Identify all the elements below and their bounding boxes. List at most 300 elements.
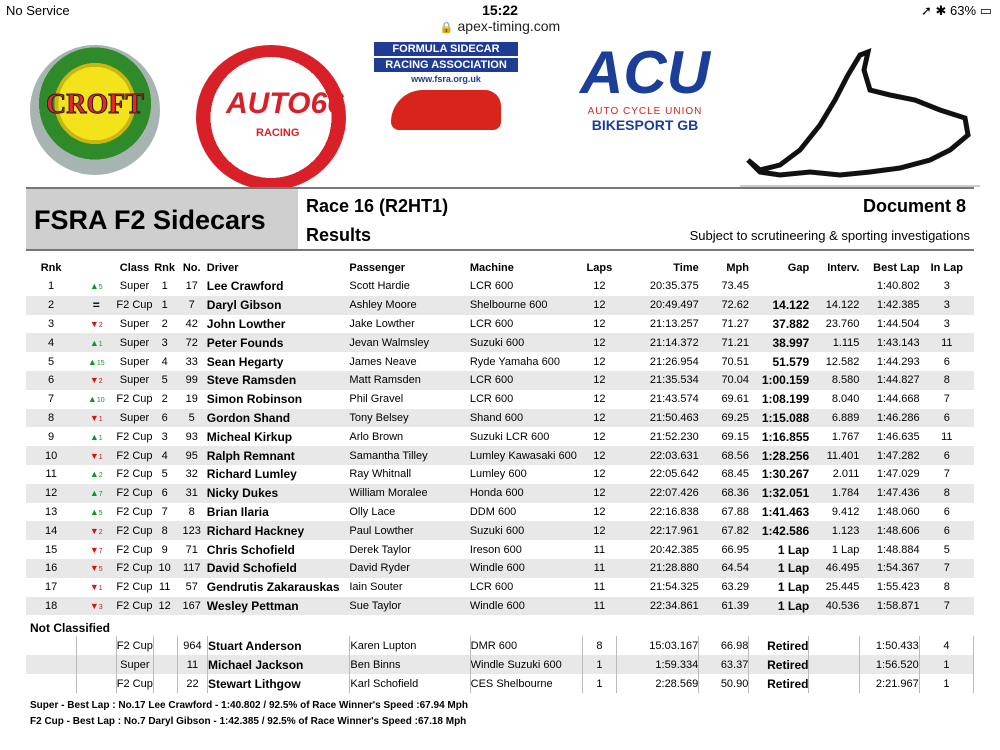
page-title: FSRA F2 Sidecars — [26, 189, 298, 249]
interval: 1.784 — [831, 487, 860, 500]
change-count: 7 — [98, 547, 103, 555]
interval: 23.760 — [825, 317, 860, 330]
arrow-up-icon: ▲ — [87, 394, 97, 405]
machine: DMR 600 — [470, 636, 582, 655]
machine: Shelbourne 600 — [469, 299, 548, 312]
in-lap: 3 — [943, 317, 950, 330]
position-change — [76, 446, 116, 465]
position-change — [76, 296, 116, 315]
interval: 8.040 — [831, 393, 860, 406]
machine: LCR 600 — [469, 280, 514, 293]
in-lap: 6 — [943, 449, 950, 462]
class-rank: 3 — [161, 336, 168, 349]
gap: 51.579 — [772, 354, 810, 369]
rank: 1 — [48, 280, 55, 293]
class: F2 Cup — [116, 468, 153, 481]
driver-name: Chris Schofield — [206, 542, 295, 557]
table-row[interactable] — [26, 296, 974, 315]
table-row[interactable] — [26, 315, 974, 334]
table-row[interactable] — [26, 333, 974, 352]
table-row[interactable] — [26, 540, 974, 559]
best-lap: 1:47.029 — [876, 468, 920, 481]
arrow-down-icon: ▼ — [89, 412, 99, 423]
change-count: 1 — [98, 585, 103, 593]
class-rank: 9 — [161, 543, 168, 556]
interval: 11.401 — [826, 449, 860, 462]
best-lap: 1:50.433 — [859, 636, 919, 655]
machine: Suzuki LCR 600 — [469, 430, 550, 443]
race-time: 22:16.838 — [649, 505, 699, 518]
in-lap: 1 — [919, 655, 973, 674]
interval: 46.495 — [825, 562, 860, 575]
gap: 1:41.463 — [761, 504, 810, 519]
class-rank — [153, 674, 177, 693]
interval: 25.445 — [825, 581, 860, 594]
in-lap: 8 — [943, 487, 950, 500]
status: Retired — [749, 674, 809, 693]
passenger-name: William Moralee — [349, 487, 428, 500]
gap: 1:15.088 — [761, 410, 810, 425]
in-lap: 6 — [943, 524, 950, 537]
class: F2 Cup — [116, 674, 153, 693]
table-row[interactable] — [26, 484, 974, 503]
in-lap: 4 — [919, 636, 973, 655]
driver-name: Steve Ramsden — [206, 373, 297, 388]
table-row[interactable] — [26, 559, 974, 578]
position-change — [76, 521, 116, 540]
col-rnk: Rnk — [40, 262, 62, 274]
position-change — [76, 484, 116, 503]
best-lap: 1:48.606 — [876, 524, 920, 537]
position-change — [76, 390, 116, 409]
passenger-name: Samantha Tilley — [349, 449, 428, 462]
race-time: 21:52.230 — [649, 430, 699, 443]
table-row[interactable] — [26, 371, 974, 390]
machine: Ireson 600 — [469, 543, 522, 556]
best-lap: 1:44.827 — [876, 374, 920, 387]
lock-icon: 🔒 — [439, 22, 454, 34]
machine: LCR 600 — [469, 393, 514, 406]
class-rank: 2 — [161, 393, 168, 406]
mph: 67.88 — [721, 505, 749, 518]
sponsor-logos — [0, 40, 1000, 190]
car-number: 72 — [185, 336, 198, 349]
table-row[interactable] — [26, 465, 974, 484]
passenger-name: Jevan Walmsley — [349, 336, 430, 349]
mph: 63.37 — [699, 655, 749, 674]
position-change — [76, 465, 116, 484]
driver-name: Michael Jackson — [208, 655, 350, 674]
subtitle: Subject to scrutineering & sporting investigations — [689, 228, 970, 243]
class-rank: 7 — [161, 505, 168, 518]
race-time: 21:35.534 — [649, 374, 699, 387]
gap: 1:32.051 — [761, 486, 810, 501]
car-number: 57 — [185, 581, 198, 594]
mph: 69.25 — [721, 411, 749, 424]
interval: 40.536 — [825, 599, 860, 612]
class: Super — [119, 374, 150, 387]
passenger-name: Tony Belsey — [349, 411, 409, 424]
passenger-name: Arlo Brown — [349, 430, 404, 443]
table-row[interactable] — [26, 655, 974, 674]
laps: 12 — [593, 393, 606, 406]
gap: 1 Lap — [777, 580, 810, 595]
class-rank: 5 — [161, 374, 168, 387]
interval: 6.889 — [831, 411, 860, 424]
col-interv: Interv. — [827, 262, 860, 274]
best-lap: 1:47.436 — [876, 487, 920, 500]
car-number: 17 — [185, 280, 198, 293]
in-lap: 11 — [941, 336, 953, 349]
rank: 7 — [48, 393, 55, 406]
in-lap: 7 — [943, 468, 950, 481]
race-time: 1:59.334 — [617, 655, 699, 674]
car-number: 11 — [177, 655, 207, 674]
driver-name: Peter Founds — [206, 335, 284, 350]
table-row[interactable] — [26, 674, 974, 693]
gap: 1:30.267 — [761, 467, 810, 482]
class-rank: 10 — [158, 562, 171, 575]
driver-name: Ralph Remnant — [206, 448, 295, 463]
driver-name: David Schofield — [206, 561, 297, 576]
in-lap: 3 — [943, 299, 950, 312]
status: Retired — [749, 636, 809, 655]
col-no: No. — [182, 262, 201, 274]
passenger-name: Ray Whitnall — [349, 468, 412, 481]
document-number: Document 8 — [862, 196, 966, 216]
car-number: 964 — [177, 636, 207, 655]
class-rank: 4 — [161, 355, 168, 368]
class: F2 Cup — [116, 505, 153, 518]
arrow-up-icon: ▲ — [89, 469, 99, 480]
col-time: Time — [673, 262, 699, 274]
driver-name: Gendrutis Zakarauskas — [206, 580, 340, 595]
car-number: 95 — [185, 449, 198, 462]
race-time: 20:35.375 — [649, 280, 699, 293]
passenger-name: Scott Hardie — [349, 280, 410, 293]
laps: 1 — [582, 674, 616, 693]
best-lap: 1:44.668 — [876, 393, 920, 406]
position-change — [76, 409, 116, 428]
race-time: 21:28.880 — [649, 562, 699, 575]
interval: 12.582 — [825, 355, 860, 368]
class: F2 Cup — [116, 562, 153, 575]
in-lap: 5 — [943, 543, 950, 556]
best-lap: 2:21.967 — [859, 674, 919, 693]
gap: 1 Lap — [777, 561, 810, 576]
position-change — [76, 597, 116, 616]
mph: 66.95 — [721, 543, 749, 556]
position-change — [76, 277, 116, 296]
laps: 12 — [593, 299, 606, 312]
battery-indicator: ➚ ✱ 63% ▭ — [921, 3, 992, 18]
race-name: Race 16 (R2HT1) — [306, 196, 449, 216]
col-mph: Mph — [726, 262, 749, 274]
class: Super — [116, 655, 153, 674]
col-driver: Driver — [206, 262, 239, 274]
class: Super — [119, 336, 150, 349]
race-time: 21:14.372 — [649, 336, 699, 349]
table-row[interactable] — [26, 446, 974, 465]
mph: 68.36 — [721, 487, 749, 500]
driver-name: Richard Lumley — [206, 467, 297, 482]
class-rank: 8 — [161, 524, 168, 537]
mph: 71.27 — [721, 317, 749, 330]
laps: 12 — [593, 355, 606, 368]
laps: 8 — [582, 636, 616, 655]
table-row[interactable] — [26, 521, 974, 540]
best-lap: 1:43.143 — [876, 336, 920, 349]
rank — [26, 655, 76, 674]
mph: 71.21 — [721, 336, 749, 349]
machine: Lumley 600 — [469, 468, 527, 481]
gap: 38.997 — [772, 335, 810, 350]
laps: 12 — [593, 317, 606, 330]
mph: 66.98 — [699, 636, 749, 655]
arrow-down-icon: ▼ — [89, 318, 99, 329]
passenger-name: Olly Lace — [349, 505, 396, 518]
machine: Suzuki 600 — [469, 524, 525, 537]
mph: 67.82 — [721, 524, 749, 537]
position-change — [76, 503, 116, 522]
interval — [809, 277, 859, 296]
race-time: 21:54.325 — [649, 581, 699, 594]
class: F2 Cup — [116, 449, 153, 462]
position-change — [76, 352, 116, 371]
race-time: 21:26.954 — [649, 355, 699, 368]
gap: 1:42.586 — [761, 523, 810, 538]
class: Super — [119, 411, 150, 424]
driver-name: John Lowther — [206, 316, 286, 331]
driver-name: Nicky Dukes — [206, 486, 279, 501]
mph: 63.29 — [721, 581, 749, 594]
class-rank — [153, 636, 177, 655]
url-text: apex-timing.com — [457, 18, 561, 34]
laps: 12 — [593, 487, 606, 500]
rank: 12 — [44, 487, 58, 500]
arrow-down-icon: ▼ — [89, 563, 99, 574]
race-time: 21:43.574 — [649, 393, 699, 406]
driver-name: Daryl Gibson — [206, 298, 282, 313]
interval: 8.580 — [831, 374, 860, 387]
best-lap: 1:46.635 — [876, 430, 920, 443]
car-number: 33 — [185, 355, 198, 368]
table-row[interactable] — [26, 578, 974, 597]
race-time: 21:13.257 — [649, 317, 699, 330]
in-lap: 7 — [943, 599, 950, 612]
class: Super — [119, 317, 150, 330]
class-rank: 6 — [161, 487, 168, 500]
rank: 14 — [44, 524, 58, 537]
interval — [809, 636, 859, 655]
driver-name: Sean Hegarty — [206, 354, 284, 369]
arrow-down-icon: ▼ — [89, 450, 99, 461]
race-time: 22:05.642 — [649, 468, 699, 481]
machine: Windle 600 — [469, 599, 525, 612]
results-table — [26, 259, 974, 615]
best-lap: 1:44.504 — [876, 317, 920, 330]
machine: LCR 600 — [469, 317, 514, 330]
class-rank: 5 — [161, 468, 168, 481]
gap: 37.882 — [772, 316, 810, 331]
rank: 11 — [45, 468, 57, 481]
machine: Honda 600 — [469, 487, 524, 500]
race-time: 22:34.861 — [649, 599, 699, 612]
col-gap: Gap — [787, 262, 810, 274]
machine: CES Shelbourne — [470, 674, 582, 693]
laps: 11 — [593, 599, 606, 612]
gap: 1:00.159 — [761, 373, 810, 388]
gap: 14.122 — [772, 298, 810, 313]
gap: 1:16.855 — [761, 429, 810, 444]
interval — [809, 674, 859, 693]
arrow-up-icon: ▲ — [87, 356, 97, 367]
mph: 50.90 — [699, 674, 749, 693]
position-change — [76, 674, 116, 693]
driver-name: Stuart Anderson — [208, 636, 350, 655]
in-lap: 3 — [943, 280, 950, 293]
driver-name: Lee Crawford — [206, 279, 284, 294]
laps: 12 — [593, 524, 606, 537]
position-change — [76, 655, 116, 674]
car-number: 42 — [185, 317, 198, 330]
interval — [809, 655, 859, 674]
laps: 12 — [593, 468, 606, 481]
rank: 13 — [44, 505, 58, 518]
position-change — [76, 578, 116, 597]
arrow-up-icon: ▲ — [89, 337, 99, 348]
class: F2 Cup — [116, 581, 153, 594]
class-rank: 1 — [161, 299, 168, 312]
rank: 18 — [44, 599, 58, 612]
table-row[interactable] — [26, 390, 974, 409]
mph: 64.54 — [721, 562, 749, 575]
table-row[interactable] — [26, 409, 974, 428]
arrow-up-icon: ▲ — [89, 488, 99, 499]
race-time: 15:03.167 — [617, 636, 699, 655]
car-number: 99 — [185, 374, 198, 387]
table-row[interactable] — [26, 427, 974, 446]
passenger-name: Matt Ramsden — [349, 374, 421, 387]
passenger-name: Jake Lowther — [349, 317, 415, 330]
race-time: 21:50.463 — [649, 411, 699, 424]
sidecar-image — [391, 90, 501, 130]
passenger-name: Derek Taylor — [349, 543, 411, 556]
passenger-name: David Ryder — [349, 562, 410, 575]
laps: 12 — [593, 411, 606, 424]
class: F2 Cup — [116, 543, 153, 556]
super-best-lap-note: Super - Best Lap : No.17 Lee Crawford - 1:40.802 / 92.5% of Race Winner's Speed :67.94 Mph — [30, 700, 468, 711]
status: Retired — [749, 655, 809, 674]
best-lap: 1:40.802 — [876, 280, 920, 293]
machine: LCR 600 — [469, 581, 514, 594]
class-rank: 12 — [158, 599, 171, 612]
in-lap: 7 — [943, 562, 950, 575]
table-row[interactable] — [26, 352, 974, 371]
in-lap: 6 — [943, 355, 950, 368]
interval: 9.412 — [831, 505, 860, 518]
laps: 12 — [593, 449, 606, 462]
class: Super — [119, 355, 150, 368]
best-lap: 1:56.520 — [859, 655, 919, 674]
rank: 9 — [48, 430, 55, 443]
table-row[interactable] — [26, 636, 974, 655]
driver-name: Wesley Pettman — [206, 598, 299, 613]
change-count: 3 — [98, 603, 103, 611]
battery-icon: ▭ — [979, 3, 992, 18]
document-header — [26, 187, 974, 251]
class: F2 Cup — [116, 299, 153, 312]
change-count: 2 — [98, 472, 103, 480]
position-change — [76, 371, 116, 390]
machine: LCR 600 — [469, 374, 514, 387]
not-classified-table — [26, 636, 974, 693]
rank: 16 — [44, 562, 58, 575]
position-change — [76, 315, 116, 334]
table-row[interactable] — [26, 277, 974, 296]
change-count: 10 — [96, 397, 105, 405]
rank: 17 — [44, 581, 58, 594]
machine: DDM 600 — [469, 505, 517, 518]
class-rank: 2 — [161, 317, 168, 330]
change-count: 15 — [96, 359, 105, 367]
gap: 1:08.199 — [761, 392, 810, 407]
class: F2 Cup — [116, 393, 153, 406]
machine: Lumley Kawasaki 600 — [469, 449, 577, 462]
auto66-logo: AUTO66 RACING — [196, 45, 346, 190]
interval: 1.767 — [831, 430, 860, 443]
arrow-down-icon: ▼ — [89, 525, 99, 536]
interval: 1.123 — [831, 524, 860, 537]
passenger-name: Karl Schofield — [350, 674, 470, 693]
mph: 73.45 — [721, 280, 749, 293]
rank: 10 — [44, 449, 58, 462]
change-count: 2 — [98, 378, 103, 386]
col-best-lap: Best Lap — [873, 262, 920, 274]
best-lap: 1:48.060 — [876, 505, 920, 518]
machine: Windle Suzuki 600 — [470, 655, 582, 674]
in-lap: 11 — [941, 430, 953, 443]
change-count: 2 — [98, 528, 103, 536]
driver-name: Brian Ilaria — [206, 504, 269, 519]
passenger-name: Paul Lowther — [349, 524, 414, 537]
best-lap: 1:44.293 — [876, 355, 920, 368]
table-row[interactable] — [26, 503, 974, 522]
interval: 14.122 — [825, 299, 860, 312]
car-number: 117 — [182, 562, 201, 575]
laps: 12 — [593, 280, 606, 293]
table-header — [26, 259, 974, 277]
rank: 3 — [48, 317, 55, 330]
rank: 8 — [48, 411, 55, 424]
croft-logo: CROFT — [30, 45, 160, 175]
mph: 70.04 — [721, 374, 749, 387]
class-rank: 3 — [161, 430, 168, 443]
results-label: Results — [306, 225, 372, 245]
address-bar[interactable] — [0, 18, 1000, 40]
best-lap: 1:46.286 — [876, 411, 920, 424]
machine: Suzuki 600 — [469, 336, 525, 349]
rank — [26, 674, 76, 693]
change-count: 1 — [98, 340, 103, 348]
status-bar — [0, 0, 1000, 20]
change-count: 1 — [98, 453, 103, 461]
rank: 6 — [48, 374, 55, 387]
mph: 68.45 — [721, 468, 749, 481]
best-lap: 1:54.367 — [876, 562, 920, 575]
table-row[interactable] — [26, 597, 974, 616]
laps: 11 — [593, 581, 606, 594]
